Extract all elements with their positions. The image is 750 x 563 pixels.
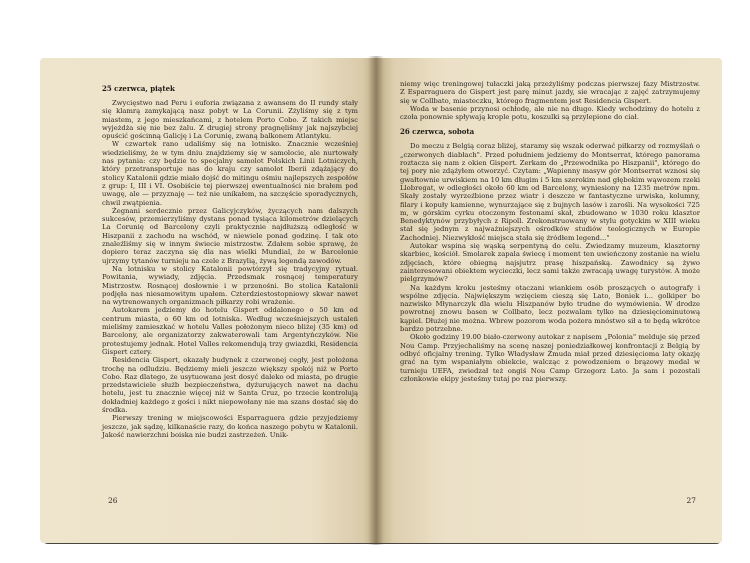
left-paragraph: Autokarem jedziemy do hotelu Gispert oddalonego o 50 km od centrum miasta, o 60 km od lotniska. Według wcześniejszych ustaleń mieliśmy zamieszkać w hotelu Valles położonym nieco bliżej (35 km) od Barcelony, ale organizatorzy zakwaterowali tam Argentyńczyków. Nie protestujemy jednak. Hotel Valles rekomendują trzy gwiazdki, Residencia Gispert cztery. bbox=[102, 306, 358, 356]
left-page bbox=[40, 58, 376, 543]
right-page-number: 27 bbox=[686, 496, 696, 505]
left-paragraph: Żegnani serdecznie przez Galicyjczyków, życzących nam dalszych sukcesów, przemierzyliśmy dystans ponad tysiąca kilometrów dzielących La Corunię od Barcelony czyli praktycznie najdłuższą odległość w Hiszpanii z zachodu na wschód, w niewiele ponad godzinę. I tak oto znaleźliśmy się w innym świecie mistrzostw. Zdałem sobie sprawę, że dopiero teraz zaczyna się dla nas wielki Mundial, że w Barcelonie ujrzymy tytanów turnieju na czele z Brazylią, żywą legendą zawodów. bbox=[102, 206, 358, 265]
right-paragraph: Do meczu z Belgią coraz bliżej, staramy się wszak oderwać piłkarzy od rozmyślań o „czerwonych diabłach". Przed południem jedziemy do Montserrat, którego panorama roztacza się nam z okien Gispert. Zerkam do „Przewodnika po Hiszpanii", którego do tej pory nie zdążyłem otworzyć. Czytam: „Wapienny masyw gór Montserrat wznosi się gwałtownie urwiskiem na 10 km długim i 5 km szerokim nad głębokim wąwozem rzeki Llobregat, w odległości około 60 km od Barcelony, wyniesiony na 1235 metrów npm. Skały zostały wyrzeźbione przez wiatr i deszcze w fantastyczne urwiska, kolumny, filary i kopuły kamienne, wynurzające się z bujnych lasów i zarośli. Na wysokości 725 m, w górskim cyrku otoczonym festonami skał, zbudowano w 1030 roku klasztor Benedyktynów przybyłych z Ripoll. Zrekonstruowany w stylu gotyckim w XIII wieku stał się jednym z najważniejszych ośrodków studiów teologicznych w Europie Zachodniej. Niezwykłość miejsca stała się źródłem legend..." bbox=[400, 142, 700, 242]
left-page-heading: 25 czerwca, piątek bbox=[102, 84, 175, 93]
book-gutter bbox=[368, 56, 384, 545]
right-intro-paragraph: Woda w basenie przynosi ochłodę, ale nie na długo. Kiedy wchodzimy do hotelu z czoła ponownie spływają krople potu, koszulki są przylepione do ciał. bbox=[400, 104, 700, 122]
left-paragraph: Zwycięstwo nad Peru i euforia związana z awansem do II rundy stały się klamrą zamykającą nasz pobyt w La Corunii. Zżyliśmy się z tym miastem, z jego mieszkańcami, z hotelem Porto Cobo. Z takich miejsc wyjeżdża się nie bez żalu. Z drugiej strony pragnęliśmy jak najszybciej opuścić gościnną Galicję i La Corunię, zwaną balkonem Atlantyku. bbox=[102, 99, 358, 141]
right-intro-paragraph: niemy więc treningowej tułaczki jaką przeżyliśmy podczas pierwszej fazy Mistrzostw. Z Esparraguera do Gispert jest parę minut jazdy, sie wracając z zajęć zatrzymujemy się w Collbato, miasteczku, którego fragmentem jest Residencia Gispert. bbox=[400, 80, 700, 105]
right-page bbox=[376, 58, 722, 543]
right-page-heading: 26 czerwca, sobota bbox=[400, 127, 475, 137]
left-paragraph: W czwartek rano udaliśmy się na lotnisko. Znacznie wcześniej wiedzieliśmy, że w tym dniu znajdziemy się w samolocie, ale nurtowały nas pytania: czy będzie to specjalny samolot Polskich Linii Lotniczych, który przetransportuje nas do kraju czy samolot Iberii zdążający do stolicy Katalonii gdzie miało dojść do mitingu ośmiu najlepszych zespołów z grup: I, III i VI. Osobiście tej pierwszej ewentualności nie brałem pod uwagę, ale — przyznaję — też nie unikałem, na szczęście sporadycznych, chwil zwątpienia. bbox=[102, 140, 358, 207]
left-paragraph: Pierwszy trening w miejscowości Esparraguera gdzie przyjedziemy jeszcze, jak sądzę, kilkanaście razy, do końca naszego pobytu w Katalonii. Jakość nawierzchni boiska nie budzi zastrzeżeń. Unik- bbox=[102, 414, 358, 439]
left-page-number: 26 bbox=[108, 496, 118, 505]
right-paragraph: Na każdym kroku jesteśmy otaczani wiankiem osób proszących o autografy i wspólne zdjęcia. Największym wzięciem cieszą się Lato, Boniek i... golkiper bo nazwisko Młynarczyk dla wielu Hiszpanów było trudne do wymówienia. W drodze powrotnej znowu basen w Collbato, lecz pozwalam tylko na dziesięciominutową kąpiel. Dłużej nie można. Wbrew pozorom woda pożera mnóstwo sił a te będą wkrótce bardzo potrzebne. bbox=[400, 283, 700, 334]
left-paragraph: Residencia Gispert, okazały budynek z czerwonej cegły, jest położona trochę na odludziu. Będziemy mieli jeszcze większy spokój niż w Porto Cobo. Raz dlatego, że usytuowana jest dosyć daleko od miasta, po drugie przedstawiciele służb bezpieczeństwa, dyżurujących nawet na dachu hotelu, jest tu znacznie więcej niż w Santa Cruz, po trzecie kontrolują dokładniej każdego z gości i nikt niepowołany nie ma szans dostać się do środka. bbox=[102, 356, 358, 414]
right-paragraph: Autokar wspina się wąską serpentyną do celu. Zwiedzamy muzeum, klasztorny skarbiec, kościół. Smolarek zapala świecę i moment ten uwieńczony zostanie na wielu zdjęciach, które obiegną najsjutrz prasę hiszpańską. Zawodnicy są żywo zainteresowani obiektem wycieczki, lecz sami także zwracają uwagę turystów. A może pielgrzymów? bbox=[400, 242, 700, 284]
right-paragraph: Około godziny 19.00 biało-czerwony autokar z napisem „Polonia" melduje się przed Nou Camp. Przyjechaliśmy na scenę naszej poniedziałkowej konfrontacji z Belgią by odbyć oficjalny trening. Tylko Władysław Żmuda miał przed dziesięcioma laty okazję grać na tym wspaniałym obiekcie, walcząc z powodzeniem o brązowy medal w turnieju UEFA, zwiedzał też ongiś Nou Camp Grzegorz Lato. Ja sam i pozostali członkowie ekipy jesteśmy tutaj po raz pierwszy. bbox=[400, 333, 700, 383]
left-paragraph: Na lotnisku w stolicy Katalonii powtórzył się tradycyjny rytuał. Powitania, wywiady, zdjęcia. Przedsmak rosnącej temperatury Mistrzostw. Rosnącej dosłownie i w przenośni. Bo stolica Katalonii podjęła nas niesamowitym upałem. Czterdziestostopniowy skwar nawet na wytrenowanych organizmach piłkarzy robi wrażenie. bbox=[102, 264, 358, 307]
